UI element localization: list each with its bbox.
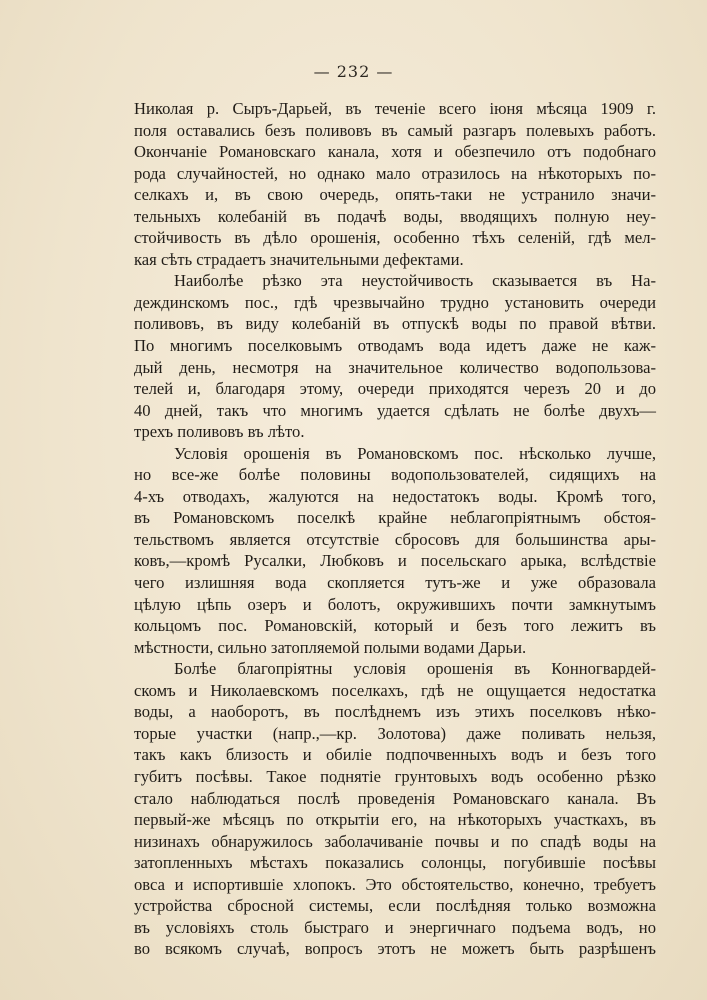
text-line: Условія орошенія въ Романовскомъ пос. нѣсколько лучше, — [174, 443, 656, 463]
text-line: стойчивость въ дѣло орошенія, особенно тѣхъ селеній, гдѣ мел- — [134, 228, 656, 248]
text-line: тельныхъ колебаній въ подачѣ воды, вводящихъ полную неу- — [134, 206, 656, 226]
text-line: но все-же болѣе половины водопользователей, сидящихъ на — [134, 465, 656, 485]
text-line: устройства сбросной системы, если послѣдняя только возможна — [134, 896, 656, 916]
text-line: трехъ поливовъ въ лѣто. — [134, 422, 305, 442]
text-line: стало наблюдаться послѣ проведенія Романовскаго канала. Въ — [134, 788, 656, 808]
text-line: воды, а наоборотъ, въ послѣднемъ изъ этихъ поселковъ нѣко- — [134, 702, 656, 722]
text-line: Окончаніе Романовскаго канала, хотя и обезпечило отъ подобнаго — [134, 142, 656, 162]
text-line: низинахъ обнаружилось заболачиваніе почвы и по спадѣ воды на — [134, 831, 656, 851]
text-line: овса и испортившіе хлопокъ. Это обстоятельство, конечно, требуетъ — [134, 874, 656, 894]
text-line: мѣстности, сильно затопляемой полыми водами Дарьи. — [134, 637, 527, 657]
text-line: Болѣе благопріятны условія орошенія въ Конногвардей- — [174, 659, 656, 679]
text-line: селкахъ и, въ свою очередь, опять-таки не устранило значи- — [134, 185, 656, 205]
text-line: 4-хъ отводахъ, жалуются на недостатокъ воды. Кромѣ того, — [134, 486, 656, 506]
text-line: первый-же мѣсяцъ по открытіи его, на нѣкоторыхъ участкахъ, въ — [134, 810, 656, 830]
text-line: 40 дней, такъ что многимъ удается сдѣлать не болѣе двухъ— — [134, 400, 656, 420]
text-line: такъ какъ близость и обиліе подпочвенныхъ водъ и безъ того — [134, 745, 656, 765]
body-text — [134, 98, 656, 960]
text-line: чего излишняя вода скопляется тутъ-же и уже образовала — [134, 573, 656, 593]
text-line: По многимъ поселковымъ отводамъ вода идетъ даже не каж- — [134, 336, 656, 356]
page-number: — 232 — — [313, 62, 394, 81]
text-line: Наиболѣе рѣзко эта неустойчивость сказывается въ На- — [174, 271, 656, 291]
text-line: дый день, несмотря на значительное количество водопользова- — [134, 357, 656, 377]
text-line: во всякомъ случаѣ, вопросъ этотъ не можетъ быть разрѣшенъ — [134, 939, 656, 959]
text-line: затопленныхъ мѣстахъ показались солонцы, погубившіе посѣвы — [134, 853, 656, 873]
text-line: Николая р. Сыръ-Дарьей, въ теченіе всего іюня мѣсяца 1909 г. — [134, 99, 656, 118]
text-line: деждинскомъ пос., гдѣ чрезвычайно трудно установить очереди — [134, 292, 656, 312]
text-line: цѣлую цѣпь озеръ и болотъ, окружившихъ почти замкнутымъ — [134, 594, 656, 614]
text-line: ковъ,—кромѣ Русалки, Любковъ и посельскаго арыка, вслѣдствіе — [134, 551, 656, 571]
text-line: торые участки (напр.,—кр. Золотова) даже поливать нельзя, — [134, 723, 656, 743]
text-line: рода случайностей, но однако мало отразилось на нѣкоторыхъ по- — [134, 163, 656, 183]
text-line: поля оставались безъ поливовъ въ самый разгаръ полевыхъ работъ. — [134, 120, 656, 140]
text-line: поливовъ, въ виду колебаній въ отпускѣ воды по правой вѣтви. — [134, 314, 656, 334]
text-line: телей и, благодаря этому, очереди приходятся черезъ 20 и до — [134, 379, 656, 399]
text-line: тельствомъ является отсутствіе сбросовъ для большинства ары- — [134, 529, 656, 549]
text-line: въ Романовскомъ поселкѣ крайне неблагопріятнымъ обстоя- — [134, 508, 656, 528]
text-line: кольцомъ пос. Романовскій, который и безъ того лежитъ въ — [134, 616, 656, 636]
text-line: въ условіяхъ столь быстраго и энергичнаго подъема водъ, но — [134, 917, 656, 937]
text-line: губитъ посѣвы. Такое поднятіе грунтовыхъ водъ особенно рѣзко — [134, 766, 656, 786]
text-line: скомъ и Николаевскомъ поселкахъ, гдѣ не ощущается недостатка — [134, 680, 656, 700]
text-line: кая сѣть страдаетъ значительными дефектами. — [134, 249, 464, 269]
